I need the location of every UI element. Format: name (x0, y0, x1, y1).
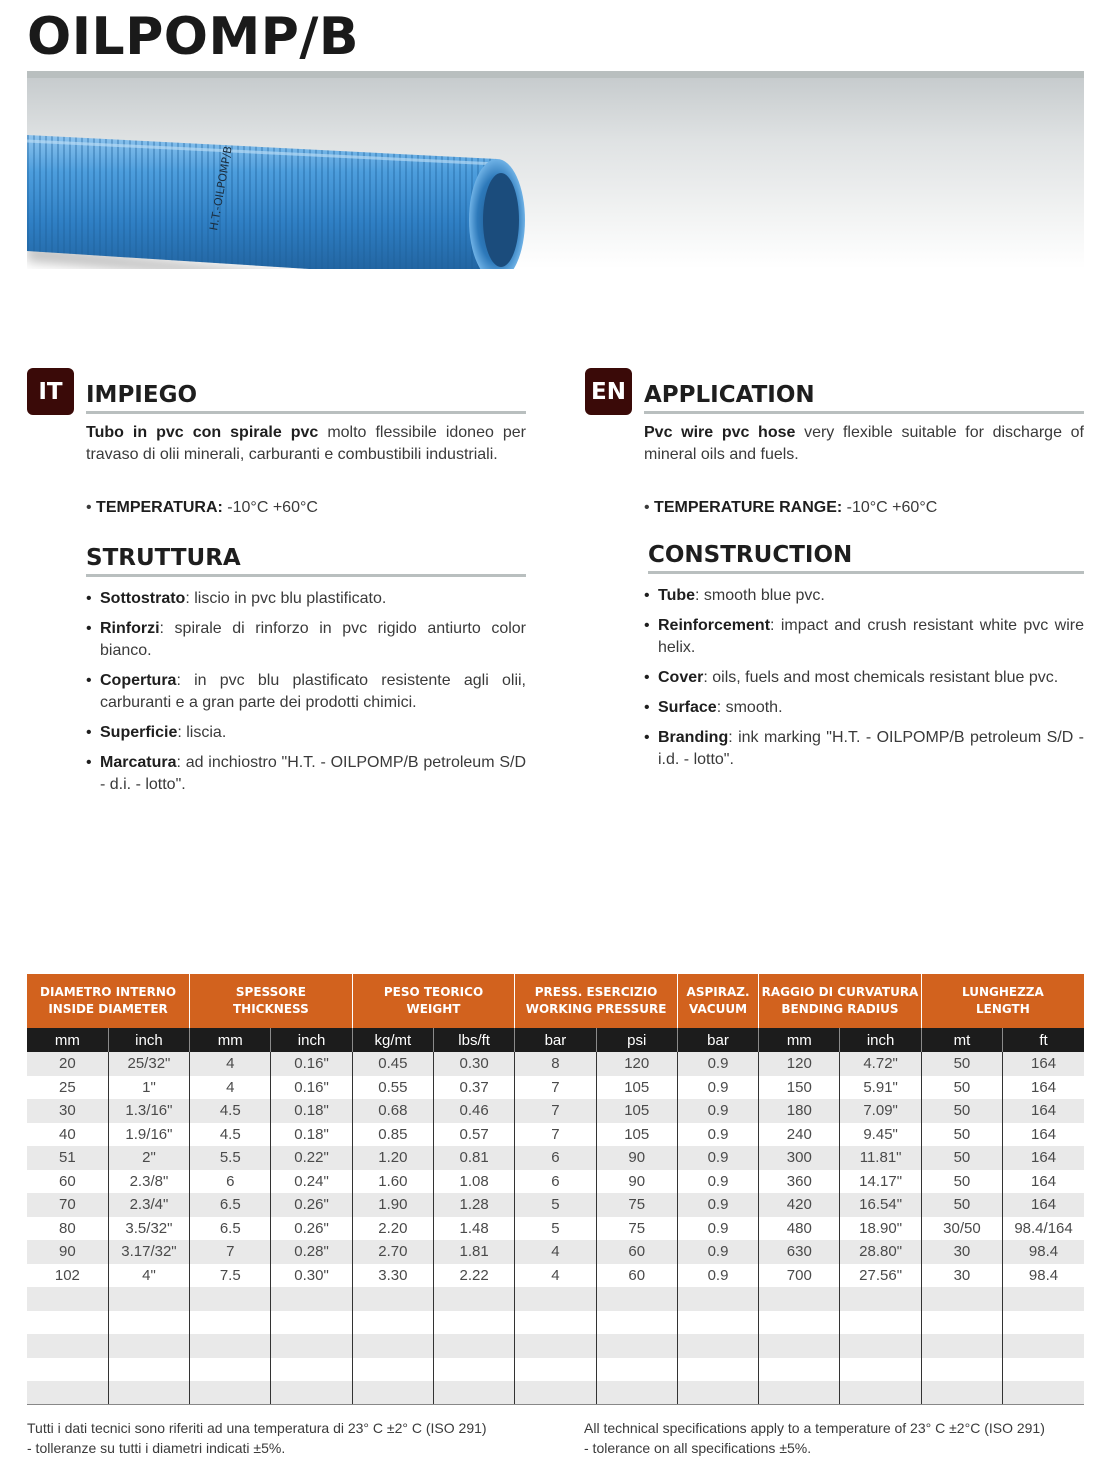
table-cell: 75 (596, 1193, 677, 1217)
unit-header: mm (759, 1028, 840, 1052)
footnote-en-line1: All technical specifications apply to a temperature of 23° C ±2°C (ISO 291) (584, 1420, 1045, 1436)
table-cell: 164 (1003, 1170, 1084, 1194)
table-cell: 2.20 (352, 1217, 433, 1241)
table-cell: 3.30 (352, 1264, 433, 1288)
table-cell: 1.28 (433, 1193, 514, 1217)
item-text: : liscia. (177, 724, 227, 741)
table-cell: 4.5 (190, 1123, 271, 1147)
application-text (644, 422, 1084, 466)
table-cell: 0.9 (677, 1146, 758, 1170)
table-cell (677, 1358, 758, 1382)
table-row (27, 1358, 1084, 1382)
table-cell: 3.5/32" (108, 1217, 189, 1241)
table-cell: 4.72" (840, 1052, 921, 1076)
table-cell (677, 1287, 758, 1311)
unit-header: bar (677, 1028, 758, 1052)
item-term: Superficie (100, 724, 178, 741)
table-cell: 0.9 (677, 1264, 758, 1288)
item-term: Reinforcement (658, 617, 771, 634)
temperature-label: TEMPERATURE RANGE: (654, 499, 843, 516)
table-cell (108, 1311, 189, 1335)
table-cell: 0.9 (677, 1099, 758, 1123)
table-cell: 60 (596, 1264, 677, 1288)
item-text: : smooth blue pvc. (695, 587, 825, 604)
table-cell: 5 (515, 1217, 596, 1241)
table-cell (840, 1358, 921, 1382)
table-cell: 0.28" (271, 1240, 352, 1264)
unit-header-row (27, 1028, 1084, 1052)
table-cell: 0.26" (271, 1193, 352, 1217)
table-cell: 1.48 (433, 1217, 514, 1241)
table-cell (759, 1358, 840, 1382)
table-cell: 0.37 (433, 1076, 514, 1100)
table-cell: 0.16" (271, 1076, 352, 1100)
footnote-en (584, 1418, 1045, 1458)
table-cell (108, 1334, 189, 1358)
table-cell: 6.5 (190, 1193, 271, 1217)
table-cell (271, 1334, 352, 1358)
table-cell: 28.80" (840, 1240, 921, 1264)
footnote-it-line2: - tolleranze su tutti i diametri indicati ±5%. (27, 1440, 286, 1456)
application-heading: APPLICATION (644, 381, 1084, 414)
table-cell (596, 1311, 677, 1335)
product-banner (27, 71, 1084, 269)
table-cell: 105 (596, 1123, 677, 1147)
table-cell: 90 (596, 1170, 677, 1194)
item-term: Sottostrato (100, 590, 186, 607)
table-cell: 360 (759, 1170, 840, 1194)
table-cell (1003, 1334, 1084, 1358)
lang-badge-it: IT (27, 368, 74, 415)
table-cell (271, 1311, 352, 1335)
unit-header: inch (108, 1028, 189, 1052)
table-cell (515, 1311, 596, 1335)
table-cell (759, 1287, 840, 1311)
table-row (27, 1099, 1084, 1123)
table-row (27, 1217, 1084, 1241)
table-cell: 700 (759, 1264, 840, 1288)
table-cell: 7 (190, 1240, 271, 1264)
item-text: : in pvc blu plastificato resistente agli olii, carburanti e a gran parte dei prodotti chimici. (100, 672, 526, 711)
unit-header: bar (515, 1028, 596, 1052)
item-term: Tube (658, 587, 696, 604)
table-row (27, 1193, 1084, 1217)
table-cell: 70 (27, 1193, 108, 1217)
table-row (27, 1264, 1084, 1288)
table-cell: 2.3/4" (108, 1193, 189, 1217)
table-cell: 4" (108, 1264, 189, 1288)
table-cell: 0.9 (677, 1052, 758, 1076)
table-cell: 1.90 (352, 1193, 433, 1217)
table-cell (921, 1287, 1002, 1311)
table-cell: 0.24" (271, 1170, 352, 1194)
table-row (27, 1076, 1084, 1100)
table-cell (840, 1311, 921, 1335)
impiego-text (86, 422, 526, 466)
list-item (86, 752, 526, 796)
table-cell: 50 (921, 1076, 1002, 1100)
table-cell: 0.9 (677, 1217, 758, 1241)
page-title: OILPOMP/B (27, 7, 359, 67)
table-cell: 4 (190, 1052, 271, 1076)
table-cell (352, 1311, 433, 1335)
group-header: PESO TEORICO WEIGHT (352, 974, 515, 1028)
table-row (27, 1123, 1084, 1147)
spec-table (27, 974, 1084, 1405)
table-cell: 30 (27, 1099, 108, 1123)
table-cell: 7 (515, 1099, 596, 1123)
item-text: : oils, fuels and most chemicals resistant blue pvc. (703, 669, 1059, 686)
table-cell: 4 (515, 1240, 596, 1264)
table-cell: 5.91" (840, 1076, 921, 1100)
table-cell (515, 1381, 596, 1405)
table-cell (190, 1334, 271, 1358)
table-cell (271, 1358, 352, 1382)
construction-heading: CONSTRUCTION (648, 541, 1084, 574)
list-item (644, 585, 1084, 607)
table-cell: 30/50 (921, 1217, 1002, 1241)
table-cell: 2.70 (352, 1240, 433, 1264)
unit-header: inch (271, 1028, 352, 1052)
table-cell (433, 1334, 514, 1358)
impiego-body: molto flessibile idoneo per travaso di olii minerali, carburanti e combustibili industriali. (86, 424, 527, 463)
table-cell: 480 (759, 1217, 840, 1241)
table-cell: 27.56" (840, 1264, 921, 1288)
table-cell: 164 (1003, 1052, 1084, 1076)
table-cell: 120 (596, 1052, 677, 1076)
table-cell (677, 1381, 758, 1405)
table-row (27, 1381, 1084, 1405)
table-row (27, 1052, 1084, 1076)
table-cell: 7.5 (190, 1264, 271, 1288)
table-cell: 1.08 (433, 1170, 514, 1194)
list-item (86, 618, 526, 662)
table-cell (352, 1381, 433, 1405)
table-cell: 30 (921, 1240, 1002, 1264)
table-cell: 8 (515, 1052, 596, 1076)
table-cell: 50 (921, 1123, 1002, 1147)
unit-header: inch (840, 1028, 921, 1052)
table-cell: 240 (759, 1123, 840, 1147)
table-cell (352, 1287, 433, 1311)
table-cell (759, 1381, 840, 1405)
table-cell: 0.55 (352, 1076, 433, 1100)
struttura-heading: STRUTTURA (86, 544, 526, 577)
table-cell: 9.45" (840, 1123, 921, 1147)
unit-header: mm (190, 1028, 271, 1052)
table-cell: 102 (27, 1264, 108, 1288)
table-cell (1003, 1358, 1084, 1382)
table-cell: 51 (27, 1146, 108, 1170)
table-cell: 7 (515, 1076, 596, 1100)
item-text: : ink marking "H.T. - OILPOMP/B petroleum S/D - i.d. - lotto". (658, 729, 1084, 768)
table-cell (190, 1381, 271, 1405)
table-row (27, 1170, 1084, 1194)
table-cell (27, 1358, 108, 1382)
table-cell: 164 (1003, 1123, 1084, 1147)
unit-header: psi (596, 1028, 677, 1052)
table-row (27, 1240, 1084, 1264)
table-cell: 0.9 (677, 1193, 758, 1217)
table-cell: 1.3/16" (108, 1099, 189, 1123)
temperatura-value: -10°C +60°C (222, 499, 318, 516)
item-text: : smooth. (716, 699, 783, 716)
table-cell (921, 1311, 1002, 1335)
table-cell (596, 1334, 677, 1358)
table-cell (27, 1334, 108, 1358)
table-cell: 30 (921, 1264, 1002, 1288)
table-cell: 60 (596, 1240, 677, 1264)
impiego-heading: IMPIEGO (86, 381, 526, 414)
table-cell: 80 (27, 1217, 108, 1241)
table-cell: 1.9/16" (108, 1123, 189, 1147)
table-cell (108, 1287, 189, 1311)
item-term: Branding (658, 729, 729, 746)
table-cell (840, 1334, 921, 1358)
unit-header: ft (1003, 1028, 1084, 1052)
table-row (27, 1311, 1084, 1335)
table-cell: 0.9 (677, 1123, 758, 1147)
table-cell (271, 1381, 352, 1405)
table-cell: 0.81 (433, 1146, 514, 1170)
table-cell (433, 1311, 514, 1335)
table-cell: 4 (190, 1076, 271, 1100)
table-cell: 6.5 (190, 1217, 271, 1241)
table-cell: 98.4 (1003, 1240, 1084, 1264)
item-term: Surface (658, 699, 717, 716)
spec-table-body (27, 1052, 1084, 1405)
table-cell: 164 (1003, 1146, 1084, 1170)
temperature-line: • TEMPERATURE RANGE: -10°C +60°C (644, 499, 938, 516)
unit-header: kg/mt (352, 1028, 433, 1052)
unit-header: lbs/ft (433, 1028, 514, 1052)
table-row (27, 1334, 1084, 1358)
table-cell: 3.17/32" (108, 1240, 189, 1264)
temperature-value: -10°C +60°C (842, 499, 938, 516)
table-cell: 0.26" (271, 1217, 352, 1241)
table-cell (759, 1334, 840, 1358)
table-cell (515, 1358, 596, 1382)
table-cell (190, 1287, 271, 1311)
item-text: : ad inchiostro "H.T. - OILPOMP/B petroleum S/D - d.i. - lotto". (100, 754, 526, 793)
table-cell (677, 1311, 758, 1335)
table-cell: 1.20 (352, 1146, 433, 1170)
table-cell (27, 1381, 108, 1405)
group-header: SPESSORE THICKNESS (190, 974, 353, 1028)
table-cell: 164 (1003, 1076, 1084, 1100)
hose-image (27, 71, 1084, 269)
table-cell (921, 1358, 1002, 1382)
table-cell: 1.81 (433, 1240, 514, 1264)
impiego-bold: Tubo in pvc con spirale pvc (86, 424, 319, 441)
table-cell (190, 1358, 271, 1382)
table-cell: 0.18" (271, 1123, 352, 1147)
item-term: Rinforzi (100, 620, 160, 637)
temperatura-line: • TEMPERATURA: -10°C +60°C (86, 499, 318, 516)
application-bold: Pvc wire pvc hose (644, 424, 796, 441)
table-cell (921, 1334, 1002, 1358)
group-header: RAGGIO DI CURVATURA BENDING RADIUS (759, 974, 922, 1028)
list-item (644, 727, 1084, 771)
item-term: Copertura (100, 672, 177, 689)
table-cell: 7 (515, 1123, 596, 1147)
table-cell: 5.5 (190, 1146, 271, 1170)
table-cell: 2.3/8" (108, 1170, 189, 1194)
table-cell: 90 (596, 1146, 677, 1170)
table-cell: 1" (108, 1076, 189, 1100)
table-cell: 4 (515, 1264, 596, 1288)
list-item (86, 722, 526, 744)
table-cell: 0.85 (352, 1123, 433, 1147)
table-cell: 11.81" (840, 1146, 921, 1170)
hose-marking: H.T.-OILPOMP/B (207, 145, 235, 232)
table-cell (596, 1287, 677, 1311)
unit-header: mt (921, 1028, 1002, 1052)
table-cell: 25 (27, 1076, 108, 1100)
table-cell: 50 (921, 1170, 1002, 1194)
table-cell: 0.22" (271, 1146, 352, 1170)
table-cell (27, 1311, 108, 1335)
table-cell: 0.46 (433, 1099, 514, 1123)
table-cell: 40 (27, 1123, 108, 1147)
group-header: DIAMETRO INTERNO INSIDE DIAMETER (27, 974, 190, 1028)
table-cell: 98.4/164 (1003, 1217, 1084, 1241)
table-cell: 50 (921, 1099, 1002, 1123)
table-cell: 0.9 (677, 1170, 758, 1194)
table-cell (677, 1334, 758, 1358)
table-cell: 6 (190, 1170, 271, 1194)
group-header-row (27, 974, 1084, 1028)
footnote-it-line1: Tutti i dati tecnici sono riferiti ad una temperatura di 23° C ±2° C (ISO 291) (27, 1420, 487, 1436)
list-item (644, 615, 1084, 659)
table-cell: 7.09" (840, 1099, 921, 1123)
group-header: LUNGHEZZA LENGTH (921, 974, 1084, 1028)
construction-list (644, 585, 1084, 779)
footnote-en-line2: - tolerance on all specifications ±5%. (584, 1440, 812, 1456)
list-item (86, 588, 526, 610)
table-cell (108, 1358, 189, 1382)
table-cell: 90 (27, 1240, 108, 1264)
table-cell (190, 1311, 271, 1335)
table-cell: 0.9 (677, 1076, 758, 1100)
temperatura-label: TEMPERATURA: (96, 499, 223, 516)
table-cell (840, 1287, 921, 1311)
item-text: : impact and crush resistant white pvc wire helix. (658, 617, 1084, 656)
list-item (644, 667, 1084, 689)
list-item (644, 697, 1084, 719)
table-cell: 0.45 (352, 1052, 433, 1076)
table-cell: 0.68 (352, 1099, 433, 1123)
table-cell: 60 (27, 1170, 108, 1194)
table-cell: 20 (27, 1052, 108, 1076)
table-cell: 630 (759, 1240, 840, 1264)
table-cell (921, 1381, 1002, 1405)
application-body: very flexible suitable for discharge of mineral oils and fuels. (644, 424, 1084, 463)
table-cell (352, 1358, 433, 1382)
unit-header: mm (27, 1028, 108, 1052)
table-cell: 150 (759, 1076, 840, 1100)
table-cell (108, 1381, 189, 1405)
table-cell (515, 1287, 596, 1311)
table-cell (1003, 1287, 1084, 1311)
group-header: ASPIRAZ. VACUUM (677, 974, 758, 1028)
table-cell: 25/32" (108, 1052, 189, 1076)
table-row (27, 1287, 1084, 1311)
table-cell: 2.22 (433, 1264, 514, 1288)
table-cell (27, 1287, 108, 1311)
item-term: Cover (658, 669, 704, 686)
lang-badge-en: EN (585, 368, 632, 415)
table-cell: 18.90" (840, 1217, 921, 1241)
table-cell (433, 1381, 514, 1405)
table-cell: 420 (759, 1193, 840, 1217)
table-cell: 0.30 (433, 1052, 514, 1076)
item-text: : liscio in pvc blu plastificato. (185, 590, 387, 607)
table-cell: 164 (1003, 1193, 1084, 1217)
list-item (86, 670, 526, 714)
item-term: Marcatura (100, 754, 177, 771)
table-cell (1003, 1311, 1084, 1335)
table-row (27, 1146, 1084, 1170)
table-cell: 120 (759, 1052, 840, 1076)
table-cell (759, 1311, 840, 1335)
table-cell: 2" (108, 1146, 189, 1170)
table-cell: 5 (515, 1193, 596, 1217)
table-cell: 6 (515, 1170, 596, 1194)
table-cell: 0.18" (271, 1099, 352, 1123)
table-cell: 300 (759, 1146, 840, 1170)
table-cell: 180 (759, 1099, 840, 1123)
table-cell: 0.57 (433, 1123, 514, 1147)
table-cell: 75 (596, 1217, 677, 1241)
table-cell: 50 (921, 1146, 1002, 1170)
table-cell: 1.60 (352, 1170, 433, 1194)
table-cell: 0.9 (677, 1240, 758, 1264)
table-cell: 50 (921, 1052, 1002, 1076)
table-cell (596, 1358, 677, 1382)
table-cell (271, 1287, 352, 1311)
item-text: : spirale di rinforzo in pvc rigido antiurto color bianco. (100, 620, 526, 659)
table-cell: 50 (921, 1193, 1002, 1217)
table-cell: 4.5 (190, 1099, 271, 1123)
table-cell: 0.16" (271, 1052, 352, 1076)
table-cell: 6 (515, 1146, 596, 1170)
table-cell: 164 (1003, 1099, 1084, 1123)
table-cell (515, 1334, 596, 1358)
table-cell (1003, 1381, 1084, 1405)
table-cell: 14.17" (840, 1170, 921, 1194)
table-cell: 105 (596, 1076, 677, 1100)
table-cell (352, 1334, 433, 1358)
table-cell (840, 1381, 921, 1405)
footnote-it (27, 1418, 487, 1458)
group-header: PRESS. ESERCIZIO WORKING PRESSURE (515, 974, 678, 1028)
table-cell: 16.54" (840, 1193, 921, 1217)
table-cell (433, 1287, 514, 1311)
table-cell: 105 (596, 1099, 677, 1123)
table-cell (596, 1381, 677, 1405)
table-cell: 98.4 (1003, 1264, 1084, 1288)
struttura-list (86, 588, 526, 804)
table-cell: 0.30" (271, 1264, 352, 1288)
table-cell (433, 1358, 514, 1382)
